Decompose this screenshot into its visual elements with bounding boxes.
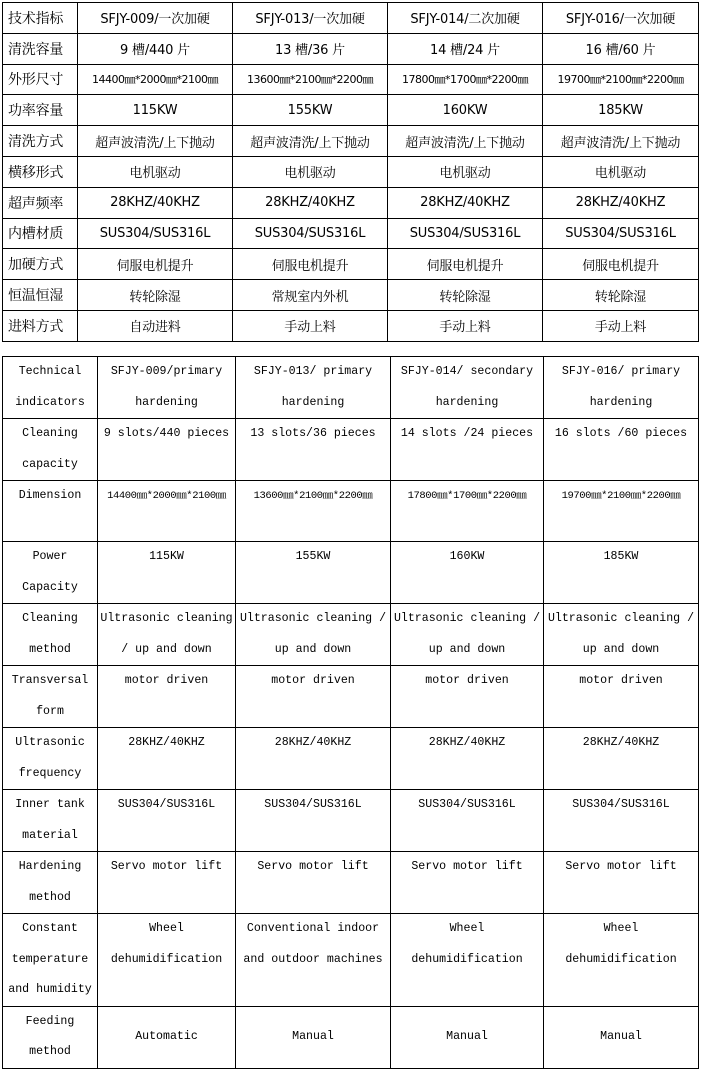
cell: 13600㎜*2100㎜*2200㎜ xyxy=(233,64,388,95)
table-row xyxy=(3,728,699,790)
row-label: 内槽材质 xyxy=(3,218,78,249)
cell: SUS304/SUS316L xyxy=(544,790,699,852)
row-label: 横移形式 xyxy=(3,156,78,187)
cell: 超声波清洗/上下抛动 xyxy=(78,126,233,157)
cell: 28KHZ/40KHZ xyxy=(98,728,236,790)
cell: Ultrasonic cleaning / up and down xyxy=(544,604,699,666)
cell: SUS304/SUS316L xyxy=(236,790,391,852)
cell: Conventional indoor and outdoor machines xyxy=(236,914,391,1007)
table-row xyxy=(3,33,699,64)
table-row xyxy=(3,666,699,728)
cell: 伺服电机提升 xyxy=(78,249,233,280)
cell: SFJY-009/一次加硬 xyxy=(78,3,233,34)
cell: 16 槽/60 片 xyxy=(543,33,699,64)
row-label: Ultrasonic frequency xyxy=(3,728,98,790)
cell: 28KHZ/40KHZ xyxy=(544,728,699,790)
cell: 13 slots/36 pieces xyxy=(236,419,391,481)
cell: 手动上料 xyxy=(388,310,543,341)
row-label: Power Capacity xyxy=(3,542,98,604)
cell: SUS304/SUS316L xyxy=(98,790,236,852)
cell: 超声波清洗/上下抛动 xyxy=(543,126,699,157)
row-label: Feeding method xyxy=(3,1006,98,1068)
table-row xyxy=(3,481,699,542)
table-row xyxy=(3,95,699,126)
cell: 14 槽/24 片 xyxy=(388,33,543,64)
cell: 115KW xyxy=(98,542,236,604)
cell: SFJY-009/primary hardening xyxy=(98,357,236,419)
table-row xyxy=(3,790,699,852)
table-row xyxy=(3,1006,699,1068)
table-row xyxy=(3,218,699,249)
cell: Servo motor lift xyxy=(544,852,699,914)
cell: motor driven xyxy=(98,666,236,728)
row-label: Cleaning capacity xyxy=(3,419,98,481)
cell: Manual xyxy=(391,1006,544,1068)
cell: Ultrasonic cleaning / up and down xyxy=(98,604,236,666)
cell: 115KW xyxy=(78,95,233,126)
cell: Manual xyxy=(236,1006,391,1068)
cell: 28KHZ/40KHZ xyxy=(543,187,699,218)
cell: 手动上料 xyxy=(233,310,388,341)
cell: 9 槽/440 片 xyxy=(78,33,233,64)
cell: 155KW xyxy=(236,542,391,604)
cell: 14 slots /24 pieces xyxy=(391,419,544,481)
table-row xyxy=(3,64,699,95)
row-label: 清洗方式 xyxy=(3,126,78,157)
cell: 17800㎜*1700㎜*2200㎜ xyxy=(391,481,544,542)
table-row xyxy=(3,187,699,218)
row-label: 恒温恒湿 xyxy=(3,280,78,311)
cell: motor driven xyxy=(236,666,391,728)
cell: 转轮除湿 xyxy=(388,280,543,311)
cell: 电机驱动 xyxy=(388,156,543,187)
cell: SUS304/SUS316L xyxy=(388,218,543,249)
cell: 160KW xyxy=(391,542,544,604)
cell: 伺服电机提升 xyxy=(388,249,543,280)
cell: 9 slots/440 pieces xyxy=(98,419,236,481)
cell: Servo motor lift xyxy=(236,852,391,914)
table-row xyxy=(3,542,699,604)
cell: Wheel dehumidification xyxy=(98,914,236,1007)
cell: 19700㎜*2100㎜*2200㎜ xyxy=(544,481,699,542)
row-label: 外形尺寸 xyxy=(3,64,78,95)
cell: 160KW xyxy=(388,95,543,126)
table-row xyxy=(3,852,699,914)
cell: 伺服电机提升 xyxy=(233,249,388,280)
cell: 超声波清洗/上下抛动 xyxy=(388,126,543,157)
row-label: Transversal form xyxy=(3,666,98,728)
cell: 14400㎜*2000㎜*2100㎜ xyxy=(98,481,236,542)
row-label: Dimension xyxy=(3,481,98,542)
cell: 电机驱动 xyxy=(78,156,233,187)
row-label: 技术指标 xyxy=(3,3,78,34)
cell: 电机驱动 xyxy=(233,156,388,187)
cell: 超声波清洗/上下抛动 xyxy=(233,126,388,157)
cell: 转轮除湿 xyxy=(78,280,233,311)
cell: 19700㎜*2100㎜*2200㎜ xyxy=(543,64,699,95)
cell: 28KHZ/40KHZ xyxy=(391,728,544,790)
table-row xyxy=(3,310,699,341)
row-label: 清洗容量 xyxy=(3,33,78,64)
cell: SFJY-013/ primary hardening xyxy=(236,357,391,419)
row-label: 加硬方式 xyxy=(3,249,78,280)
row-label: 功率容量 xyxy=(3,95,78,126)
cell: 28KHZ/40KHZ xyxy=(78,187,233,218)
cell: SFJY-014/ secondary hardening xyxy=(391,357,544,419)
cell: 手动上料 xyxy=(543,310,699,341)
spec-table-chinese xyxy=(2,2,699,342)
cell: SUS304/SUS316L xyxy=(391,790,544,852)
row-label: Technical indicators xyxy=(3,357,98,419)
cell: 185KW xyxy=(543,95,699,126)
row-label: Inner tank material xyxy=(3,790,98,852)
table-row xyxy=(3,604,699,666)
cell: 28KHZ/40KHZ xyxy=(388,187,543,218)
cell: 17800㎜*1700㎜*2200㎜ xyxy=(388,64,543,95)
table-row xyxy=(3,280,699,311)
cell: 185KW xyxy=(544,542,699,604)
cell: SUS304/SUS316L xyxy=(543,218,699,249)
cell: 伺服电机提升 xyxy=(543,249,699,280)
cell: Servo motor lift xyxy=(98,852,236,914)
cell: Wheel dehumidification xyxy=(544,914,699,1007)
cell: SFJY-016/ primary hardening xyxy=(544,357,699,419)
cell: 常规室内外机 xyxy=(233,280,388,311)
row-label: Cleaning method xyxy=(3,604,98,666)
cell: SFJY-016/一次加硬 xyxy=(543,3,699,34)
cell: SFJY-014/二次加硬 xyxy=(388,3,543,34)
cell: 自动进料 xyxy=(78,310,233,341)
cell: 28KHZ/40KHZ xyxy=(236,728,391,790)
cell: SUS304/SUS316L xyxy=(78,218,233,249)
cell: 28KHZ/40KHZ xyxy=(233,187,388,218)
row-label: Hardening method xyxy=(3,852,98,914)
table-row xyxy=(3,419,699,481)
cell: Automatic xyxy=(98,1006,236,1068)
cell: 电机驱动 xyxy=(543,156,699,187)
cell: motor driven xyxy=(544,666,699,728)
cell: 13600㎜*2100㎜*2200㎜ xyxy=(236,481,391,542)
cell: 转轮除湿 xyxy=(543,280,699,311)
cell: SUS304/SUS316L xyxy=(233,218,388,249)
table-row xyxy=(3,156,699,187)
row-label: 超声频率 xyxy=(3,187,78,218)
spec-table-english xyxy=(2,356,699,1069)
cell: Ultrasonic cleaning / up and down xyxy=(391,604,544,666)
cell: Wheel dehumidification xyxy=(391,914,544,1007)
table-row xyxy=(3,3,699,34)
row-label: 进料方式 xyxy=(3,310,78,341)
cell: 14400㎜*2000㎜*2100㎜ xyxy=(78,64,233,95)
table-row xyxy=(3,357,699,419)
row-label: Constant temperature and humidity xyxy=(3,914,98,1007)
cell: SFJY-013/一次加硬 xyxy=(233,3,388,34)
table-row xyxy=(3,914,699,1007)
cell: Servo motor lift xyxy=(391,852,544,914)
cell: 155KW xyxy=(233,95,388,126)
cell: 13 槽/36 片 xyxy=(233,33,388,64)
table-row xyxy=(3,249,699,280)
cell: Ultrasonic cleaning / up and down xyxy=(236,604,391,666)
cell: 16 slots /60 pieces xyxy=(544,419,699,481)
table-row xyxy=(3,126,699,157)
cell: motor driven xyxy=(391,666,544,728)
cell: Manual xyxy=(544,1006,699,1068)
